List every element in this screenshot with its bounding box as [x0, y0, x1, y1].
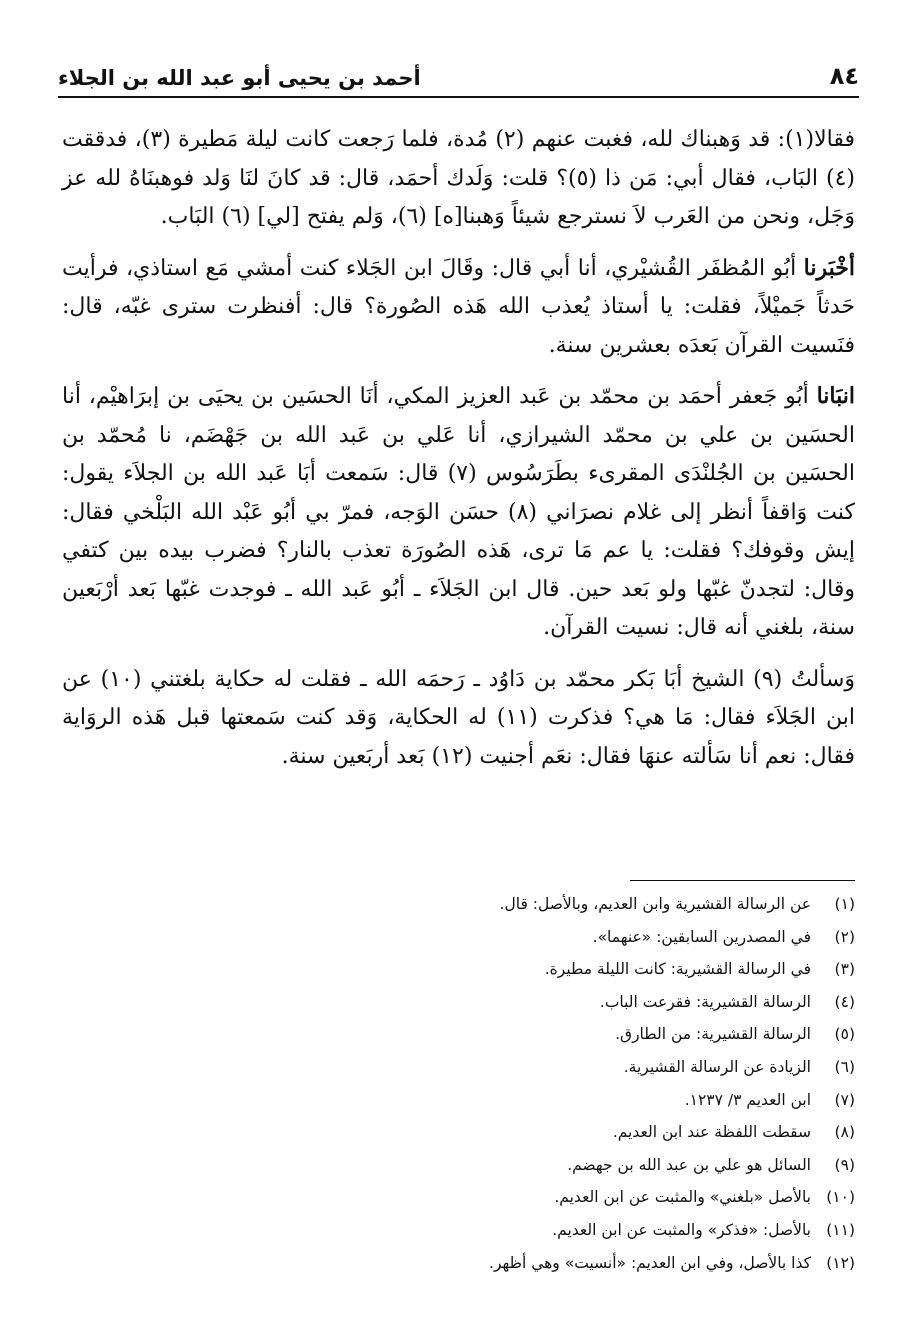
footnote-number: (١٠) — [826, 1188, 855, 1207]
page-number: ٨٤ — [829, 62, 859, 90]
main-text — [62, 120, 855, 776]
footnote-item — [62, 953, 855, 986]
footnote-number: (٢) — [834, 927, 855, 946]
footnote-text: ابن العديم ٣/ ١٢٣٧. — [684, 1090, 811, 1109]
footnote-item — [62, 986, 855, 1019]
footnote-item — [62, 1018, 855, 1051]
footnote-text: في المصدرين السابقين: «عنهما». — [592, 927, 811, 946]
footnote-text: الزيادة عن الرسالة القشيرية. — [623, 1057, 811, 1076]
footnote-number: (٤) — [834, 992, 855, 1011]
footnote-text: عن الرسالة القشيرية وابن العديم، وبالأصل: قال. — [499, 895, 811, 913]
footnote-number: (١٢) — [826, 1253, 855, 1272]
footnote-divider — [630, 880, 855, 881]
footnote-number: (٩) — [834, 1155, 855, 1174]
footnote-item — [62, 1181, 855, 1214]
footnote-item — [62, 1247, 855, 1280]
paragraph-lead: أخْبَرنا — [803, 254, 855, 281]
footnote-number: (٧) — [834, 1090, 855, 1109]
footnote-number: (٣) — [834, 960, 855, 979]
paragraph-text: أبُو المُظفَر القُشيْري، أنا أبي قال: وقَالَ ابن الجَلاء كنت أمشي مَع استاذي، فرأيت حَدثاً جَميْلاً، فقلت: يا أستاذ يُعذب الله هَذه الصُورة؟ قال: أفنظرت سترى غبّه، قال: فنَسيت القرآن بَعدَه بعشرين سنة. — [62, 255, 855, 358]
footnote-text: سقطت اللفظة عند ابن العديم. — [612, 1123, 811, 1142]
running-header — [58, 58, 859, 98]
paragraph-lead: انبَانا — [816, 383, 855, 409]
footnote-item — [62, 1116, 855, 1149]
paragraph-2 — [62, 249, 855, 366]
footnotes — [62, 888, 855, 1279]
footnote-text: الرسالة القشيرية: من الطارق. — [615, 1025, 811, 1044]
footnote-text: كذا بالأصل، وفي ابن العديم: «أنسيت» وهي أظهر. — [489, 1253, 811, 1272]
footnote-text: في الرسالة القشيرية: كانت الليلة مطيرة. — [544, 960, 811, 979]
footnote-item — [62, 1214, 855, 1247]
running-title: أحمد بن يحيى أبو عبد الله بن الجلاء — [58, 66, 421, 90]
footnote-number: (٨) — [834, 1123, 855, 1142]
footnote-text: السائل هو علي بن عبد الله بن جهضم. — [567, 1155, 811, 1174]
paragraph-3 — [62, 377, 855, 648]
footnote-number: (١) — [834, 895, 855, 913]
footnote-item — [62, 1149, 855, 1182]
footnote-text: الرسالة القشيرية: فقرعت الباب. — [599, 992, 811, 1011]
footnote-item — [62, 1084, 855, 1117]
footnote-item — [62, 1051, 855, 1084]
footnote-number: (١١) — [826, 1220, 855, 1239]
footnote-item — [62, 888, 855, 921]
paragraph-text: أبُو جَعفر أحمَد بن محمّد بن عَبد العزيز المكي، أنَا الحسَين بن يحيَى بن إبرَاهيْم، أنا الحسَين بن علي بن محمّد الشيرازي، أنا عَلي بن عَبد الله بن جَهْضَم، نا مُحمّد بن الحسَين بن الجُلنْدَى المقرىء بطَرَسُوس (٧) قال: سَمعت أبَا عَبد الله بن الجلاَء يقول: كنت وَاقفاً أنظر إلى غلام نصرَاني (٨) حسَن الوَجه، فمرّ بي أبُو عَبْد الله البَلْخي فقال: إيش وقوفك؟ فقلت: يا عم مَا ترى، هَذه الصُورَة تعذب بالنار؟ فضرب بيده بين كتفي وقال: لتجدنّ غبّها ولو بَعد حين. قال ابن الجَلاَء ـ أبُو عَبد الله ـ فوجدت غبّها بَعد أرْبَعين سنة، بلغني أنه قال: نسيت القرآن. — [62, 384, 855, 640]
footnote-text: بالأصل «بلغني» والمثبت عن ابن العديم. — [554, 1188, 811, 1207]
footnote-text: بالأصل: «فذكر» والمثبت عن ابن العديم. — [552, 1220, 811, 1239]
footnote-number: (٦) — [834, 1057, 855, 1076]
footnote-item — [62, 921, 855, 954]
footnote-number: (٥) — [834, 1025, 855, 1044]
paragraph-text: وَسألتُ (٩) الشيخ أبَا بَكر محمّد بن دَاوُد ـ رَحمَه الله ـ فقلت له حكاية بلغتني (١٠) عن ابن الجَلاَء فقال: مَا هي؟ فذكرت (١١) له الحكاية، وَقد كنت سَمعتها قبل هَذه الروَاية فقال: نعم أنا سَألته عنهَا فقال: نعَم أجنيت (١٢) بَعد أربَعين سنة. — [62, 666, 856, 769]
paragraph-text: فقالا(١): قد وَهبناك لله، فغبت عنهم (٢) مُدة، فلما رَجعت كانت ليلة مَطيرة (٣)، فدققت (٤) البَاب، فقال أبي: مَن ذا (٥)؟ قلت: وَلَدك أحمَد، قال: قد كانَ لنَا وَلد فوهبنَاهُ لله عز وَجَل، ونحن من العَرب لاَ نسترجع شيئاً وَهبنا[ه] (٦)، وَلم يفتح [لي] (٦) البَاب. — [62, 127, 855, 229]
paragraph-4 — [62, 660, 855, 777]
paragraph-1 — [62, 120, 855, 237]
